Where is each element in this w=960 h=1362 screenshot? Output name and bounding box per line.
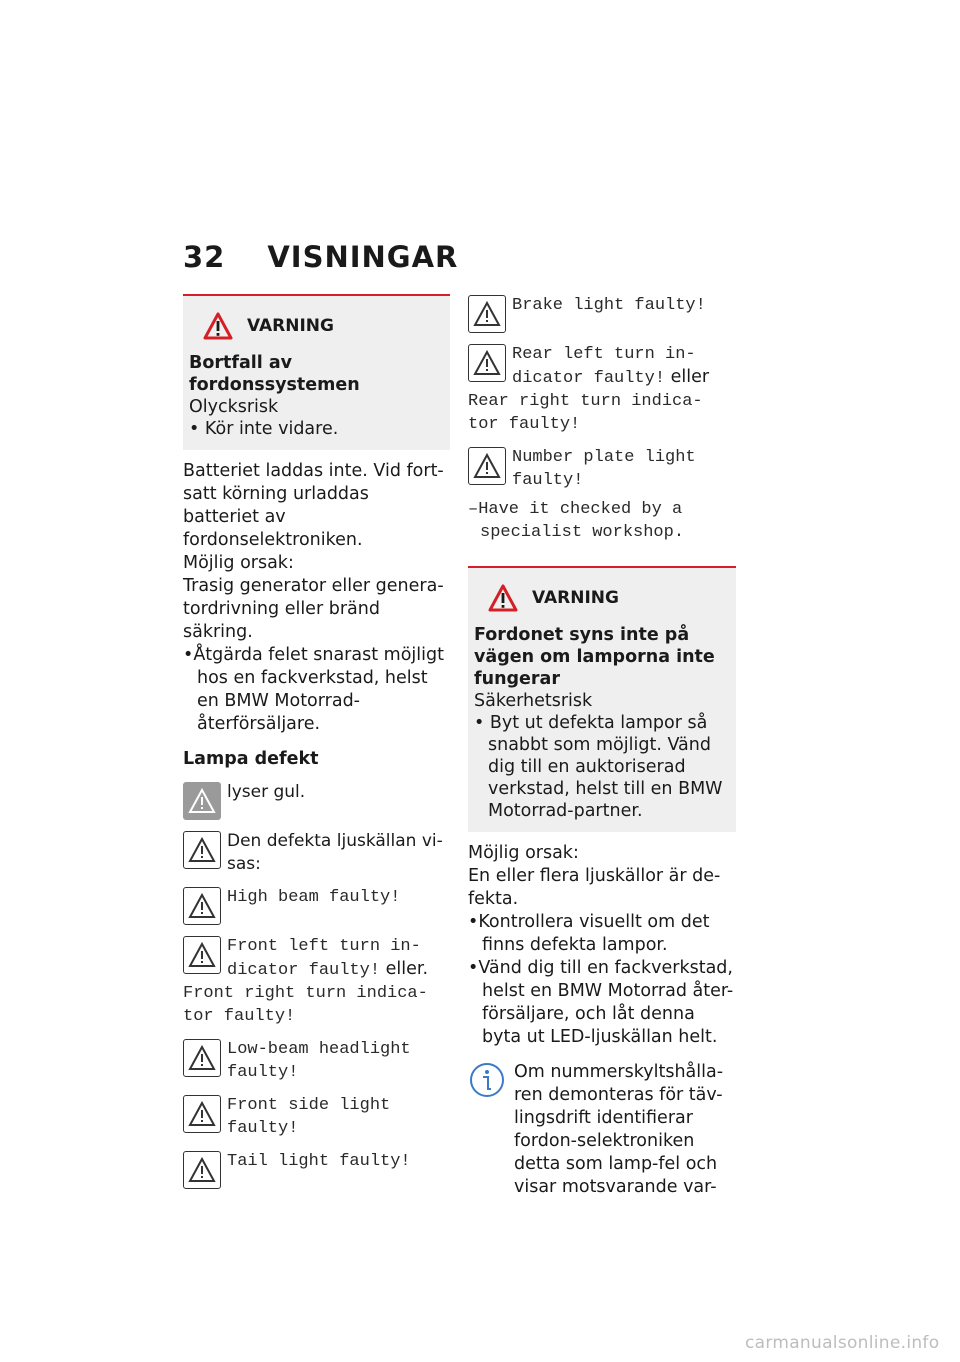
warning-bullet: • Kör inte vidare. [189,419,339,439]
display-warning-icon [183,887,221,925]
indicator-row [183,781,450,820]
display-warning-icon [183,831,221,869]
warning-box [468,566,736,832]
message-number-plate [512,446,696,492]
warning-subtitle: Fordonet syns inte på vägen om lamporna inte fungerar [474,625,715,689]
paragraph-battery: Batteriet laddas inte. Vid fort-satt körning urladdas batteriet av fordonselektroniken. [183,461,444,550]
message-number-plate-line1: Number plate light [512,448,696,467]
check-bullet: •Kontrollera visuellt om det finns defekta lampor. [468,912,710,955]
message-front-side-line1: Front side light [227,1096,391,1115]
display-warning-icon [468,447,506,485]
warning-bullet: • Byt ut defekta lampor så snabbt som möjligt. Vänd dig till en auktoriserad verkstad, helst till en BMW Motorrad-partner. [474,713,723,821]
info-icon [468,1061,506,1101]
warning-indicator-icon [183,782,221,820]
message-rear-right-line2: tor faulty! [468,415,581,434]
cause-label: Möjlig orsak: [183,553,294,573]
display-warning-icon [183,1095,221,1133]
msg-row-front-side [183,1094,450,1140]
warning-risk: Olycksrisk [189,397,279,417]
section-title: Lampa defekt [183,749,319,769]
message-front-left-line2: dicator faulty! [227,961,381,980]
warning-box [183,294,450,450]
message-rear-left-line1: Rear left turn in- [512,345,696,364]
warning-title: VARNING [532,588,619,608]
right-column [468,294,736,1199]
message-front-right-line1: Front right turn indica- [183,984,428,1003]
page-header [183,240,458,274]
cause-text: En eller flera ljuskällor är de-fekta. [468,866,721,909]
message-brake: Brake light faulty! [512,296,706,315]
or-text: eller. [380,959,429,979]
msg-row-number-plate [468,446,736,492]
message-low-beam [227,1038,411,1084]
indicator-text: lyser gul. [227,782,306,802]
message-check-line1: –Have it checked by a [468,500,683,519]
display-text: Den defekta ljuskällan vi-sas: [227,831,443,874]
msg-row-tail [183,1150,450,1189]
message-front-left-line1: Front left turn in- [227,937,421,956]
footer-watermark[interactable]: carmanualsonline.info [745,1333,940,1353]
msg-row-brake [468,294,736,333]
page-number: 32 [183,240,226,274]
message-front-left [227,935,428,982]
display-warning-icon [183,1039,221,1077]
msg-row-rear-left [468,343,736,390]
message-check-line2: specialist workshop. [480,523,685,542]
display-warning-icon [468,344,506,382]
message-front-side-line2: faulty! [227,1119,299,1138]
warning-title: VARNING [247,316,334,336]
message-high-beam: High beam faulty! [227,888,401,907]
info-note [468,1061,736,1199]
warning-triangle-icon [203,312,233,340]
message-low-beam-line1: Low-beam headlight [227,1040,411,1059]
message-number-plate-line2: faulty! [512,471,584,490]
cause-text: Trasig generator eller genera-tordrivning eller bränd säkring. [183,576,444,642]
message-rear-left [512,343,709,390]
info-text: Om nummerskyltshålla-ren demonteras för täv-lingsdrift identifierar fordon-selektroniken detta som lamp-fel och visar motsvarande var- [514,1062,724,1197]
left-column [183,294,450,1189]
message-tail: Tail light faulty! [227,1152,411,1171]
display-warning-icon [183,1151,221,1189]
display-warning-icon [468,295,506,333]
message-front-side [227,1094,390,1140]
msg-row-low-beam [183,1038,450,1084]
or-text: eller [665,367,710,387]
message-low-beam-line2: faulty! [227,1063,299,1082]
warning-subtitle: Bortfall av fordonssystemen [189,353,360,395]
action-bullet: •Åtgärda felet snarast möjligt hos en fackverkstad, helst en BMW Motorrad-återförsäljare. [183,645,444,734]
msg-row-high-beam [183,886,450,925]
display-warning-icon [183,936,221,974]
chapter-title: VISNINGAR [267,240,459,274]
message-rear-left-line2: dicator faulty! [512,369,666,388]
warning-risk: Säkerhetsrisk [474,691,593,711]
warning-header [189,312,442,340]
workshop-bullet: •Vänd dig till en fackverkstad, helst en BMW Motorrad åter-försäljare, och låt denna byta ut LED-ljuskällan helt. [468,958,734,1047]
warning-triangle-icon [488,584,518,612]
cause-label: Möjlig orsak: [468,843,579,863]
message-rear-right-line1: Rear right turn indica- [468,392,703,411]
message-front-right-line2: tor faulty! [183,1007,296,1026]
display-row [183,830,450,876]
warning-header [474,584,728,612]
msg-row-front-left [183,935,450,982]
